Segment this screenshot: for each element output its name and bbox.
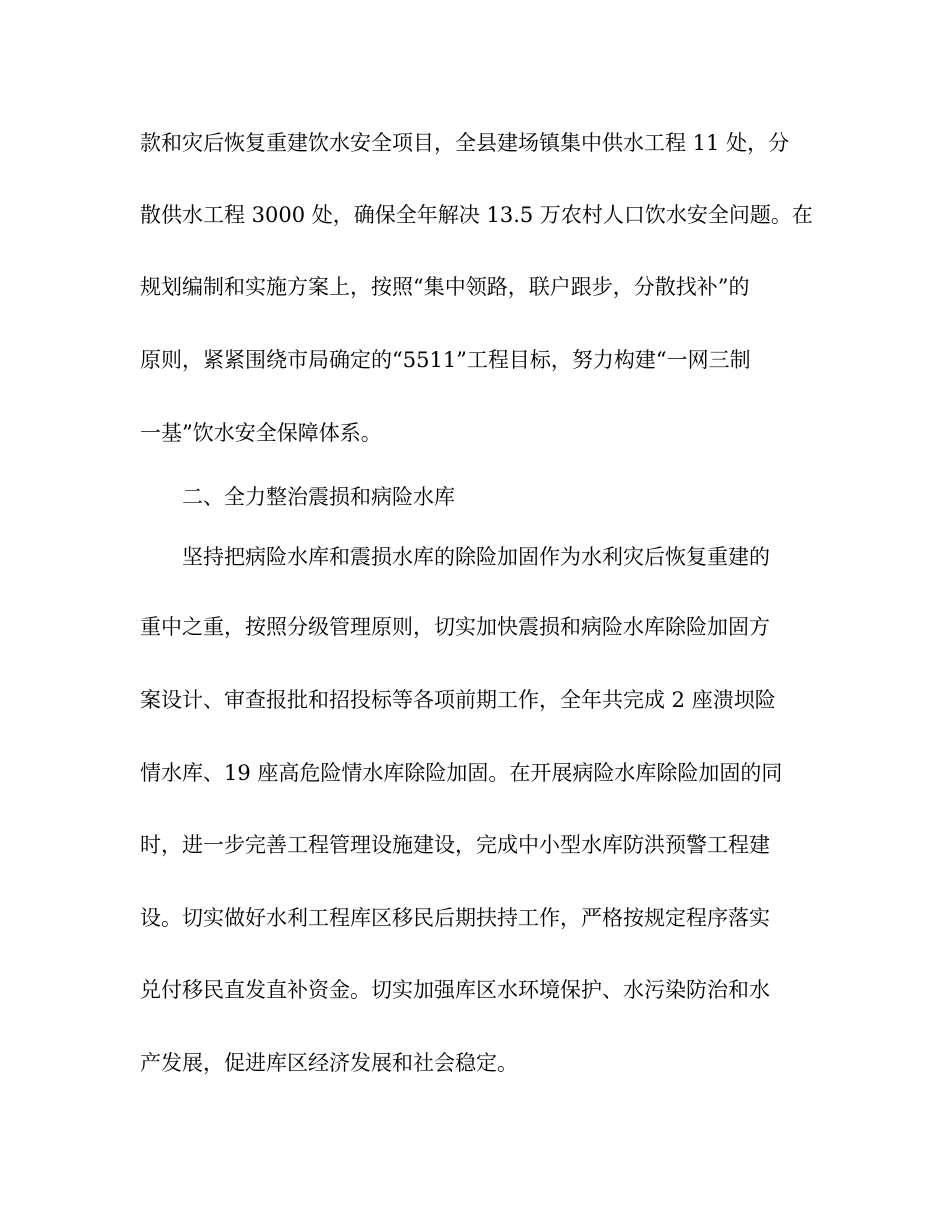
- paragraph-line: 情水库、19 座高危险情水库除险加固。在开展病险水库除险加固的同: [140, 761, 783, 785]
- paragraph-line: 兑付移民直发直补资金。切实加强库区水环境保护、水污染防治和水: [140, 978, 770, 1002]
- paragraph-line: 规划编制和实施方案上，按照“集中领路，联户跟步，分散找补”的: [140, 275, 750, 299]
- paragraph-line: 原则，紧紧围绕市局确定的“5511”工程目标，努力构建“一网三制: [140, 348, 751, 372]
- paragraph-line: 重中之重，按照分级管理原则，切实加快震损和病险水库除险加固方: [140, 615, 770, 639]
- paragraph-line: 产发展，促进库区经济发展和社会稳定。: [140, 1051, 518, 1075]
- paragraph-line: 设。切实做好水利工程库区移民后期扶持工作，严格按规定程序落实: [140, 906, 770, 930]
- paragraph-line: 散供水工程 3000 处，确保全年解决 13.5 万农村人口饮水安全问题。在: [140, 203, 813, 227]
- section-heading: 二、全力整治震损和病险水库: [182, 485, 455, 509]
- paragraph-line: 坚持把病险水库和震损水库的除险加固作为水利灾后恢复重建的: [182, 545, 770, 569]
- paragraph-line: 案设计、审查报批和招投标等各项前期工作，全年共完成 2 座溃坝险: [140, 688, 776, 712]
- paragraph-line: 时，进一步完善工程管理设施建设，完成中小型水库防洪预警工程建: [140, 833, 770, 857]
- paragraph-line: 款和灾后恢复重建饮水安全项目，全县建场镇集中供水工程 11 处，分: [140, 131, 790, 155]
- paragraph-line: 一基”饮水安全保障体系。: [140, 421, 382, 445]
